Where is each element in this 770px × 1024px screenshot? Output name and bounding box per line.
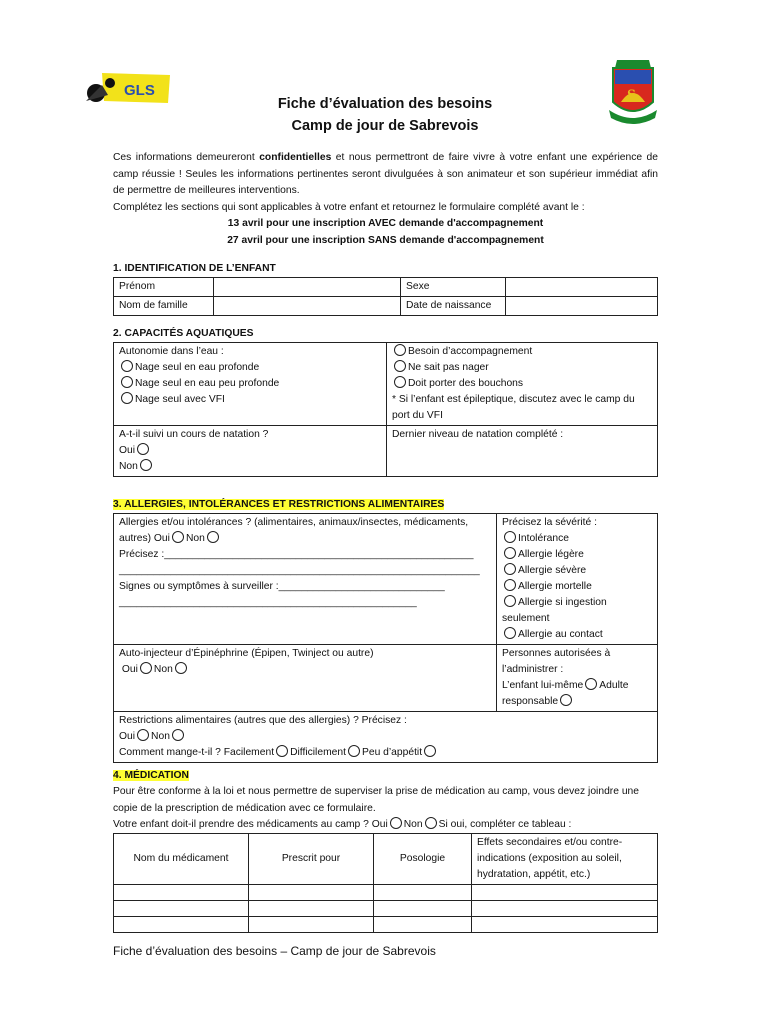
swim-course-cell — [114, 426, 387, 477]
option-label: Non — [185, 533, 205, 544]
radio-button[interactable] — [394, 360, 406, 372]
section-2-title: 2. CAPACITÉS AQUATIQUES — [113, 328, 254, 339]
birthdate-field[interactable] — [506, 297, 658, 316]
table-cell[interactable] — [114, 917, 249, 933]
option-label: Allergie sévère — [518, 565, 587, 576]
option-label: Besoin d’accompagnement — [408, 346, 533, 357]
table-cell[interactable] — [472, 917, 658, 933]
section-4-title — [113, 770, 189, 781]
table-cell[interactable] — [249, 901, 374, 917]
radio-button[interactable] — [394, 344, 406, 356]
option-label: Allergie mortelle — [518, 581, 592, 592]
symptoms-field[interactable]: Signes ou symptômes à surveiller :_____________________________ — [119, 581, 445, 592]
allergies-question — [119, 515, 491, 547]
option-no — [119, 459, 381, 475]
section-4-title-text: 4. MÉDICATION — [113, 770, 189, 781]
option-label: Difficilement — [290, 747, 346, 758]
option-label: Nage seul en eau peu profonde — [135, 378, 280, 389]
form-title: Fiche d’évaluation des besoins — [277, 96, 493, 112]
radio-button[interactable] — [137, 443, 149, 455]
medication-question-text: Votre enfant doit-il prendre des médicaments au camp ? Oui — [113, 819, 388, 830]
medication-question — [113, 817, 658, 834]
auto-injector-question: Auto-injecteur d’Épinéphrine (Épipen, Twinject ou autre) — [119, 648, 374, 659]
severity-label: Précisez la sévérité : — [502, 517, 597, 528]
option-label: Oui — [119, 445, 136, 456]
identification-table — [113, 277, 658, 316]
option-label: Si oui, compléter ce tableau : — [438, 819, 572, 830]
section-3-title — [113, 499, 444, 510]
option-label: Peu d’appétit — [361, 747, 423, 758]
option-label: Nage seul avec VFI — [135, 394, 225, 405]
radio-button[interactable] — [504, 547, 516, 559]
restrictions-options — [119, 729, 652, 745]
form-subtitle: Camp de jour de Sabrevois — [291, 118, 479, 134]
intro-text-part: et nous permettront de faire vivre à votre enfant une expérience de camp réussie ! Seules les informations pertinentes seront divulguées à son animateur et son supérieur immédiat afin de permettre de meilleures interventions. — [113, 152, 658, 196]
option-yes — [119, 443, 381, 459]
option-label: Oui — [119, 731, 136, 742]
radio-button[interactable] — [276, 745, 288, 757]
dosage-header: Posologie — [374, 834, 472, 885]
allergies-question-text: Allergies et/ou intolérances ? (alimentaires, animaux/insectes, médicaments, autres) Oui — [119, 517, 469, 544]
authorized-persons-label: Personnes autorisées à l’administrer : — [502, 648, 611, 675]
allergies-details-field[interactable]: Précisez :______________________________________________________ — [119, 549, 474, 560]
auto-injector-cell — [114, 645, 497, 712]
medication-name-header: Nom du médicament — [114, 834, 249, 885]
restrictions-question: Restrictions alimentaires (autres que des allergies) ? Précisez : — [119, 715, 407, 726]
table-cell[interactable] — [472, 885, 658, 901]
option-severe-allergy — [502, 563, 652, 579]
sex-label: Sexe — [401, 278, 506, 297]
option-intolerance — [502, 531, 652, 547]
option-mild-allergy — [502, 547, 652, 563]
first-name-label: Prénom — [114, 278, 214, 297]
radio-button[interactable] — [560, 694, 572, 706]
radio-button[interactable] — [585, 678, 597, 690]
auto-injector-options — [119, 662, 491, 678]
intro-bold-word: confidentielles — [259, 152, 332, 163]
option-label: Intolérance — [518, 533, 569, 544]
deadline-with-support: 13 avril pour une inscription AVEC demande d'accompagnement — [227, 218, 544, 229]
eating-habits-options — [119, 745, 652, 761]
option-needs-support — [392, 344, 652, 360]
medication-policy-text: Pour être conforme à la loi et nous permettre de superviser la prise de médication au camp, vous devez joindre une copie de la prescription de médication avec ce formulaire. — [113, 786, 639, 814]
intro-text-part: Ces informations demeureront — [113, 152, 260, 163]
option-label: Adulte responsable — [502, 680, 629, 707]
first-name-field[interactable] — [214, 278, 401, 297]
authorized-persons-cell — [497, 645, 658, 712]
radio-button[interactable] — [140, 459, 152, 471]
swim-level-cell[interactable] — [387, 426, 658, 477]
last-name-field[interactable] — [214, 297, 401, 316]
autonomy-label: Autonomie dans l’eau : — [119, 346, 224, 357]
medication-table — [113, 833, 658, 933]
option-cannot-swim — [392, 360, 652, 376]
radio-button[interactable] — [121, 392, 133, 404]
prescribed-for-header: Prescrit pour — [249, 834, 374, 885]
option-label: Ne sait pas nager — [408, 362, 489, 373]
table-cell[interactable] — [249, 885, 374, 901]
swim-course-question: A-t-il suivi un cours de natation ? — [119, 429, 269, 440]
option-label: Non — [151, 731, 170, 742]
svg-text:S: S — [627, 87, 636, 104]
side-effects-header: Effets secondaires et/ou contre-indications (exposition au soleil, hydratation, appétit, etc.) — [472, 834, 658, 885]
option-label: Comment mange-t-il ? Facilement — [119, 747, 275, 758]
option-fatal-allergy — [502, 579, 652, 595]
table-cell[interactable] — [114, 885, 249, 901]
radio-button[interactable] — [424, 745, 436, 757]
radio-button[interactable] — [504, 579, 516, 591]
dietary-restrictions-cell — [114, 712, 658, 763]
table-cell[interactable] — [249, 917, 374, 933]
table-cell[interactable] — [374, 917, 472, 933]
radio-button[interactable] — [172, 531, 184, 543]
swim-needs-cell — [387, 343, 658, 426]
option-earplugs — [392, 376, 652, 392]
option-label: Doit porter des bouchons — [408, 378, 524, 389]
allergies-details-line[interactable]: _______________________________________________________________ — [119, 565, 480, 576]
radio-button[interactable] — [390, 817, 402, 829]
option-label: Nage seul en eau profonde — [135, 362, 260, 373]
radio-button[interactable] — [137, 729, 149, 741]
svg-text:GLS: GLS — [124, 82, 155, 99]
radio-button[interactable] — [175, 662, 187, 674]
radio-button[interactable] — [425, 817, 437, 829]
radio-button[interactable] — [504, 627, 516, 639]
option-label: Allergie au contact — [518, 629, 603, 640]
deadline-without-support: 27 avril pour une inscription SANS demande d'accompagnement — [227, 234, 544, 246]
table-cell[interactable] — [374, 901, 472, 917]
radio-button[interactable] — [504, 531, 516, 543]
authorized-persons-options — [502, 678, 652, 710]
medication-intro — [113, 784, 658, 834]
symptoms-line[interactable]: ____________________________________________________ — [119, 597, 417, 608]
page-footer: Fiche d’évaluation des besoins – Camp de jour de Sabrevois — [113, 944, 436, 958]
table-cell[interactable] — [472, 901, 658, 917]
section-1-title: 1. IDENTIFICATION DE L’ENFANT — [113, 263, 276, 274]
radio-button[interactable] — [504, 595, 516, 607]
radio-button[interactable] — [121, 360, 133, 372]
option-deep-water — [119, 360, 381, 376]
option-label: Oui — [121, 664, 138, 675]
allergies-table — [113, 513, 658, 763]
option-contact-allergy — [502, 627, 652, 643]
option-label: Allergie légère — [518, 549, 584, 560]
option-ingestion-allergy — [502, 595, 652, 627]
allergies-cell — [114, 514, 497, 645]
table-cell[interactable] — [114, 901, 249, 917]
last-name-label: Nom de famille — [114, 297, 214, 316]
section-3-title-text: 3. ALLERGIES, INTOLÉRANCES ET RESTRICTIONS ALIMENTAIRES — [113, 499, 445, 510]
sex-field[interactable] — [506, 278, 658, 297]
aquatic-table — [113, 342, 658, 477]
epilepsy-note: * Si l’enfant est épileptique, discutez avec le camp du port du VFI — [392, 394, 635, 421]
option-shallow-water — [119, 376, 381, 392]
option-label: Non — [119, 461, 138, 472]
radio-button[interactable] — [348, 745, 360, 757]
radio-button[interactable] — [207, 531, 219, 543]
radio-button[interactable] — [504, 563, 516, 575]
option-label: L’enfant lui-même — [502, 680, 584, 691]
option-with-vfi — [119, 392, 381, 408]
swim-level-label: Dernier niveau de natation complété : — [392, 429, 564, 440]
intro-text — [113, 150, 658, 249]
option-label: Non — [403, 819, 423, 830]
radio-button[interactable] — [394, 376, 406, 388]
severity-cell — [497, 514, 658, 645]
radio-button[interactable] — [172, 729, 184, 741]
radio-button[interactable] — [140, 662, 152, 674]
birthdate-label: Date de naissance — [401, 297, 506, 316]
radio-button[interactable] — [121, 376, 133, 388]
option-label: Non — [153, 664, 173, 675]
table-cell[interactable] — [374, 885, 472, 901]
intro-instructions: Complétez les sections qui sont applicables à votre enfant et retournez le formulaire complété avant le : — [113, 201, 585, 213]
swim-autonomy-cell — [114, 343, 387, 426]
option-label: Allergie si ingestion seulement — [502, 597, 607, 624]
